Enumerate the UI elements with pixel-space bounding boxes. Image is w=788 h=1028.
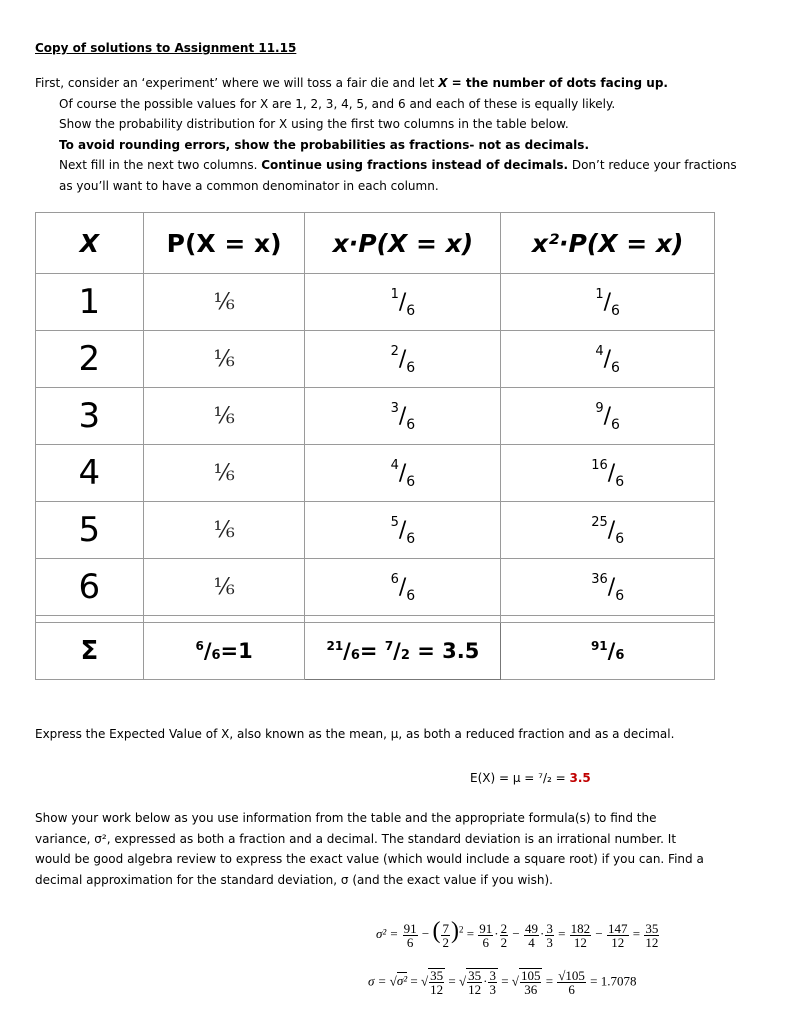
x-value: 4 <box>36 445 144 502</box>
x2p-value: $^9/_6$ <box>501 388 715 445</box>
table-row <box>36 502 715 559</box>
p-value: ⅙ <box>143 274 305 331</box>
work-instructions <box>35 808 704 890</box>
intro-line-6: as you’ll want to have a common denominator in each column. <box>59 178 439 193</box>
xp-value: $^4/_6$ <box>305 445 501 502</box>
table-row <box>36 274 715 331</box>
table-row <box>36 331 715 388</box>
xp-value: $^5/_6$ <box>305 502 501 559</box>
p-value: ⅙ <box>143 388 305 445</box>
x2p-value: $^{36}/_6$ <box>501 559 715 616</box>
intro-line-5: Next fill in the next two columns. Continue using fractions instead of decimals. Don’t reduce your fractions <box>59 158 737 172</box>
p-value: ⅙ <box>143 445 305 502</box>
header-x: X <box>36 213 144 274</box>
intro-line-1: First, consider an ‘experiment’ where we will toss a fair die and let X = the number of dots facing up. <box>35 76 668 90</box>
table-row <box>36 388 715 445</box>
p-value: ⅙ <box>143 331 305 388</box>
xp-value: $^2/_6$ <box>305 331 501 388</box>
table-sum-row <box>36 623 715 680</box>
x-value: 2 <box>36 331 144 388</box>
intro-line-2: Of course the possible values for X are 1, 2, 3, 4, 5, and 6 and each of these is equally likely. <box>59 96 616 111</box>
sum-x2p: $^{91}$/6 <box>501 623 715 680</box>
stddev-equation: σ = √σ² = √ $\frac{35}{12}$ = √ $\frac{35}{12}$ · $\frac{3}{3}$ = √ $\frac{105}{36}$ = $\frac{√105}{6}$ = 1.7078 <box>368 968 637 997</box>
xp-value: $^6/_6$ <box>305 559 501 616</box>
instructions <box>35 73 755 196</box>
x-value: 5 <box>36 502 144 559</box>
table-row <box>36 559 715 616</box>
expected-value-answer: E(X) = μ = ⁷/₂ = 3.5 <box>470 771 591 785</box>
table-spacer-row <box>36 616 715 623</box>
variance-equation: σ² = $\frac{91}{6}$ − ( $\frac{7}{2}$ )$^2$ = $\frac{91}{6}$ · $\frac{2}{2}$ − $\frac{49}{4}$ · $\frac{3}{3}$ = $\frac{182}{12}$ − $\frac{147}{12}$ = $\frac{35}{12}$ <box>376 918 659 950</box>
work-line-4: decimal approximation for the standard deviation, σ (and the exact value if you wish). <box>35 872 553 887</box>
sum-p: $^6$/6=1 <box>143 623 305 680</box>
work-line-2: variance, σ², expressed as both a fraction and a decimal. The standard deviation is an irrational number. It <box>35 831 677 846</box>
xp-value: $^1/_6$ <box>305 274 501 331</box>
sum-symbol: Σ <box>36 623 144 680</box>
table-row <box>36 445 715 502</box>
table-header-row <box>36 213 715 274</box>
intro-line-4: To avoid rounding errors, show the probabilities as fractions- not as decimals. <box>59 137 589 152</box>
expected-value-prompt: Express the Expected Value of X, also known as the mean, μ, as both a reduced fraction and as a decimal. <box>35 727 675 741</box>
p-value: ⅙ <box>143 502 305 559</box>
x-value: 1 <box>36 274 144 331</box>
page-title: Copy of solutions to Assignment 11.15 <box>35 41 297 55</box>
x2p-value: $^1/_6$ <box>501 274 715 331</box>
intro-line-3: Show the probability distribution for X using the first two columns in the table below. <box>59 117 569 131</box>
header-p: P(X = x) <box>143 213 305 274</box>
work-line-3: would be good algebra review to express the exact value (which would include a square root) if you can. Find a <box>35 852 704 866</box>
sum-xp: $^{21}$/6= $^7$/2 = 3.5 <box>305 623 501 680</box>
header-xp: x·P(X = x) <box>305 213 501 274</box>
x-value: 6 <box>36 559 144 616</box>
x-value: 3 <box>36 388 144 445</box>
x2p-value: $^{16}/_6$ <box>501 445 715 502</box>
probability-table <box>35 212 715 680</box>
x2p-value: $^{25}/_6$ <box>501 502 715 559</box>
xp-value: $^3/_6$ <box>305 388 501 445</box>
header-x2p: x²·P(X = x) <box>501 213 715 274</box>
p-value: ⅙ <box>143 559 305 616</box>
work-line-1: Show your work below as you use information from the table and the appropriate formula(s) to find the <box>35 811 657 825</box>
x2p-value: $^4/_6$ <box>501 331 715 388</box>
expected-value: 3.5 <box>569 771 591 785</box>
